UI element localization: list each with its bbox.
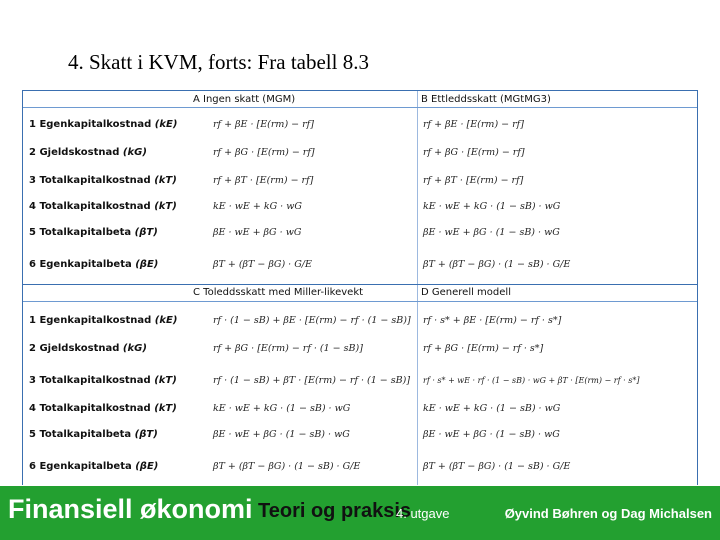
table-row	[23, 369, 699, 393]
formula-a: rf + βG · [E(rm) − rf]	[213, 147, 315, 158]
banner-edition: 4. utgave	[396, 506, 450, 521]
row-label: 5 Totalkapitalbeta (βT)	[29, 227, 158, 238]
banner-title: Finansiell økonomi	[8, 494, 253, 524]
row-label: 4 Totalkapitalkostnad (kT)	[29, 201, 177, 212]
row-label: 6 Egenkapitalbeta (βE)	[29, 461, 159, 472]
table-row	[23, 195, 699, 219]
row-label: 5 Totalkapitalbeta (βT)	[29, 429, 158, 440]
table-row	[23, 169, 699, 193]
table-row	[23, 253, 699, 277]
header-c: C Toleddsskatt med Miller-likevekt	[193, 287, 364, 298]
formula-c: rf · (1 − sB) + βT · [E(rm) − rf · (1 − sB)]	[213, 375, 411, 386]
formula-c: βE · wE + βG · (1 − sB) · wG	[213, 429, 350, 440]
row-label: 2 Gjeldskostnad (kG)	[29, 343, 147, 354]
header-divider-2	[23, 301, 697, 302]
formula-a: βT + (βT − βG) · G/E	[213, 259, 312, 270]
table-row	[23, 309, 699, 333]
row-label: 3 Totalkapitalkostnad (kT)	[29, 375, 177, 386]
table-row	[23, 141, 699, 165]
table-row	[23, 397, 699, 421]
formula-a: kE · wE + kG · wG	[213, 201, 302, 212]
row-label: 1 Egenkapitalkostnad (kE)	[29, 119, 178, 130]
formula-c: kE · wE + kG · (1 − sB) · wG	[213, 403, 351, 414]
slide-title: 4. Skatt i KVM, forts: Fra tabell 8.3	[68, 50, 369, 74]
formula-d: rf · s* + wE · rf · (1 − sB) · wG + βT · [E(rm) − rf · s*]	[423, 376, 640, 385]
table-row	[23, 455, 699, 479]
formula-c: rf · (1 − sB) + βE · [E(rm) − rf · (1 − sB)]	[213, 315, 411, 326]
table-row	[23, 337, 699, 361]
formula-b: βE · wE + βG · (1 − sB) · wG	[423, 227, 560, 238]
formula-a: rf + βE · [E(rm) − rf]	[213, 119, 314, 130]
row-label: 4 Totalkapitalkostnad (kT)	[29, 403, 177, 414]
book-banner	[0, 486, 720, 540]
formula-b: βT + (βT − βG) · (1 − sB) · G/E	[423, 259, 571, 270]
banner-subtitle: Teori og praksis	[258, 500, 412, 522]
row-label: 1 Egenkapitalkostnad (kE)	[29, 315, 178, 326]
table-row	[23, 423, 699, 447]
formula-table	[22, 90, 698, 485]
header-divider-1	[23, 107, 697, 108]
formula-a: rf + βT · [E(rm) − rf]	[213, 175, 314, 186]
table-row	[23, 221, 699, 245]
formula-b: rf + βG · [E(rm) − rf]	[423, 147, 525, 158]
formula-a: βE · wE + βG · wG	[213, 227, 302, 238]
header-d: D Generell modell	[421, 287, 511, 298]
row-label: 6 Egenkapitalbeta (βE)	[29, 259, 159, 270]
row-label: 3 Totalkapitalkostnad (kT)	[29, 175, 177, 186]
formula-d: rf + βG · [E(rm) − rf · s*]	[423, 343, 544, 354]
table-row	[23, 113, 699, 137]
formula-b: rf + βT · [E(rm) − rf]	[423, 175, 524, 186]
row-label: 2 Gjeldskostnad (kG)	[29, 147, 147, 158]
banner-authors: Øyvind Bøhren og Dag Michalsen	[504, 506, 712, 521]
header-a: A Ingen skatt (MGM)	[193, 94, 296, 105]
header-b: B Ettleddsskatt (MGtMG3)	[421, 94, 551, 105]
formula-c: βT + (βT − βG) · (1 − sB) · G/E	[213, 461, 361, 472]
formula-d: βT + (βT − βG) · (1 − sB) · G/E	[423, 461, 571, 472]
formula-b: rf + βE · [E(rm) − rf]	[423, 119, 524, 130]
formula-d: rf · s* + βE · [E(rm) − rf · s*]	[423, 315, 562, 326]
formula-d: kE · wE + kG · (1 − sB) · wG	[423, 403, 561, 414]
formula-c: rf + βG · [E(rm) − rf · (1 − sB)]	[213, 343, 363, 354]
formula-b: kE · wE + kG · (1 − sB) · wG	[423, 201, 561, 212]
formula-d: βE · wE + βG · (1 − sB) · wG	[423, 429, 560, 440]
section-divider	[23, 284, 697, 285]
